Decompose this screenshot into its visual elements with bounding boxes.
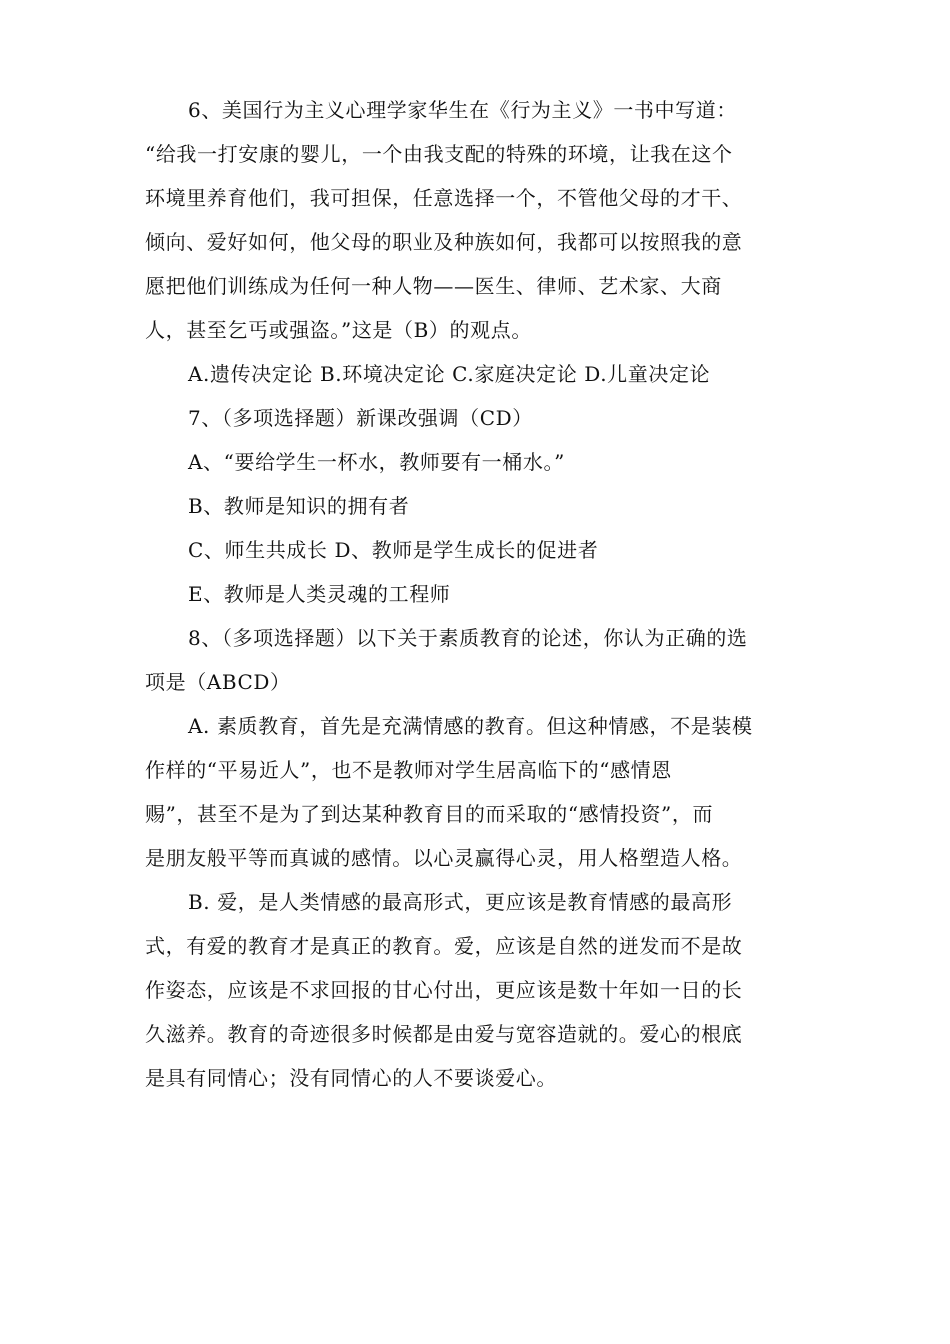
q7-option-c-d: C、师生共成长 D、教师是学生成长的促进者 [188,538,599,562]
q6-stem-line-3: 环境里养育他们，我可担保，任意选择一个，不管他父母的才干、 [145,186,743,210]
q8-option-b-line-5: 是具有同情心；没有同情心的人不要谈爱心。 [145,1066,557,1090]
q8-option-b-line-2: 式，有爱的教育才是真正的教育。爱，应该是自然的迸发而不是故 [145,934,743,958]
q8-option-a-line-2: 作样的“平易近人”，也不是教师对学生居高临下的“感情恩 [145,758,672,782]
q7-option-b: B、教师是知识的拥有者 [188,494,410,518]
q8-stem-line-2: 项是（ABCD） [145,670,291,694]
q7-stem: 7、（多项选择题）新课改强调（CD） [188,406,533,430]
q8-option-a-line-4: 是朋友般平等而真诚的感情。以心灵赢得心灵，用人格塑造人格。 [145,846,743,870]
q8-option-a-line-1: A. 素质教育，首先是充满情感的教育。但这种情感，不是装模 [188,714,753,738]
q8-option-a-line-3: 赐”，甚至不是为了到达某种教育目的而采取的“感情投资”，而 [145,802,714,826]
q6-stem-line-6: 人，甚至乞丐或强盗。”这是（B）的观点。 [145,318,532,342]
q6-stem-line-2: “给我一打安康的婴儿，一个由我支配的特殊的环境，让我在这个 [145,142,733,166]
q8-stem-line-1: 8、（多项选择题）以下关于素质教育的论述，你认为正确的选 [188,626,748,650]
q6-stem-line-5: 愿把他们训练成为任何一种人物——医生、律师、艺术家、大商 [145,274,722,298]
q7-option-a: A、“要给学生一杯水，教师要有一桶水。” [188,450,565,474]
q6-options: A.遗传决定论 B.环境决定论 C.家庭决定论 D.儿童决定论 [188,362,711,386]
q6-stem-line-4: 倾向、爱好如何，他父母的职业及种族如何，我都可以按照我的意 [145,230,743,254]
q6-stem-line-1: 6、美国行为主义心理学家华生在《行为主义》一书中写道： [188,98,737,122]
q8-option-b-line-4: 久滋养。教育的奇迹很多时候都是由爱与宽容造就的。爱心的根底 [145,1022,743,1046]
q7-option-e: E、教师是人类灵魂的工程师 [188,582,451,606]
q8-option-b-line-1: B. 爱，是人类情感的最高形式，更应该是教育情感的最高形 [188,890,733,914]
q8-option-b-line-3: 作姿态，应该是不求回报的甘心付出，更应该是数十年如一日的长 [145,978,743,1002]
